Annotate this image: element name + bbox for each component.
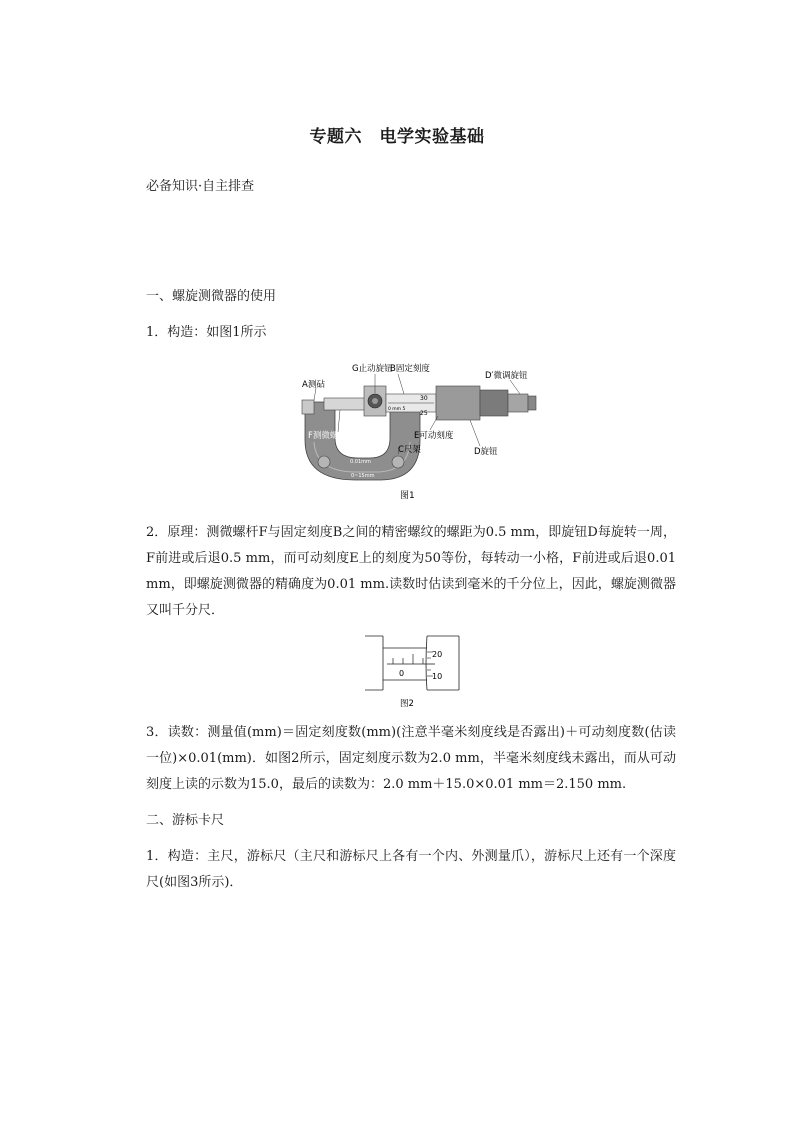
label-spindle: F测微螺杆	[308, 431, 347, 441]
label-anvil: A测砧	[302, 380, 325, 390]
label-fine-knob: D′微调旋钮	[485, 371, 528, 381]
section2-heading: 二、游标卡尺	[146, 813, 225, 828]
figure1-caption: 图1	[400, 491, 415, 501]
scale-mark-20: 20	[432, 650, 443, 659]
label-thimble-scale: E可动刻度	[414, 431, 454, 441]
micrometer-figure	[280, 360, 550, 505]
section1-paragraph-3: 3．读数：测量值(mm)＝固定刻度数(mm)(注意半毫米刻度线是否露出)＋可动刻度数(估读一位)×0.01(mm)．如图2所示，固定刻度示数为2.0 mm，半毫米刻度线未露出，而从可动刻度上读的示数为15.0，最后的读数为：2.0 mm＋15.0×0.01 mm＝2.150 mm.	[146, 725, 676, 792]
section1-paragraph-2: 2．原理：测微螺杆F与固定刻度B之间的精密螺纹的螺距为0.5 mm，即旋钮D每旋转一周，F前进或后退0.5 mm，而可动刻度E上的刻度为50等份，每转动一小格，F前进或后退0.01 mm，即螺旋测微器的精确度为0.01 mm.读数时估读到毫米的千分位上，因此，螺旋测微器又叫千分尺．	[146, 525, 676, 618]
label-frame: C尺架	[398, 445, 421, 455]
sleeve-scale-0mm5: 0 mm 5	[388, 407, 406, 412]
section2-paragraph-1: 1．构造：主尺，游标尺（主尺和游标尺上各有一个内、外测量爪），游标尺上还有一个深度尺(如图3所示)．	[146, 849, 676, 890]
sleeve-scale-30: 30	[420, 395, 428, 402]
figure2-caption: 图2	[400, 699, 414, 709]
scale-mark-10: 10	[432, 672, 443, 681]
frame-plate-text-1: 0.01mm	[350, 459, 371, 465]
sleeve-scale-25: 25	[420, 410, 428, 417]
label-knob: D旋钮	[474, 447, 498, 457]
section1-heading: 一、螺旋测微器的使用	[146, 289, 277, 304]
label-lock-knob: G止动旋钮	[352, 364, 393, 374]
section-intro: 必备知识·自主排查	[146, 179, 255, 194]
scale-mark-0: 0	[399, 669, 405, 678]
reading-figure	[365, 632, 465, 712]
frame-plate-text-2: 0~15mm	[351, 473, 375, 479]
page-title: 专题六 电学实验基础	[309, 127, 485, 147]
section1-paragraph-1: 1．构造：如图1所示	[146, 325, 267, 340]
label-fixed-scale: B固定刻度	[390, 364, 430, 374]
